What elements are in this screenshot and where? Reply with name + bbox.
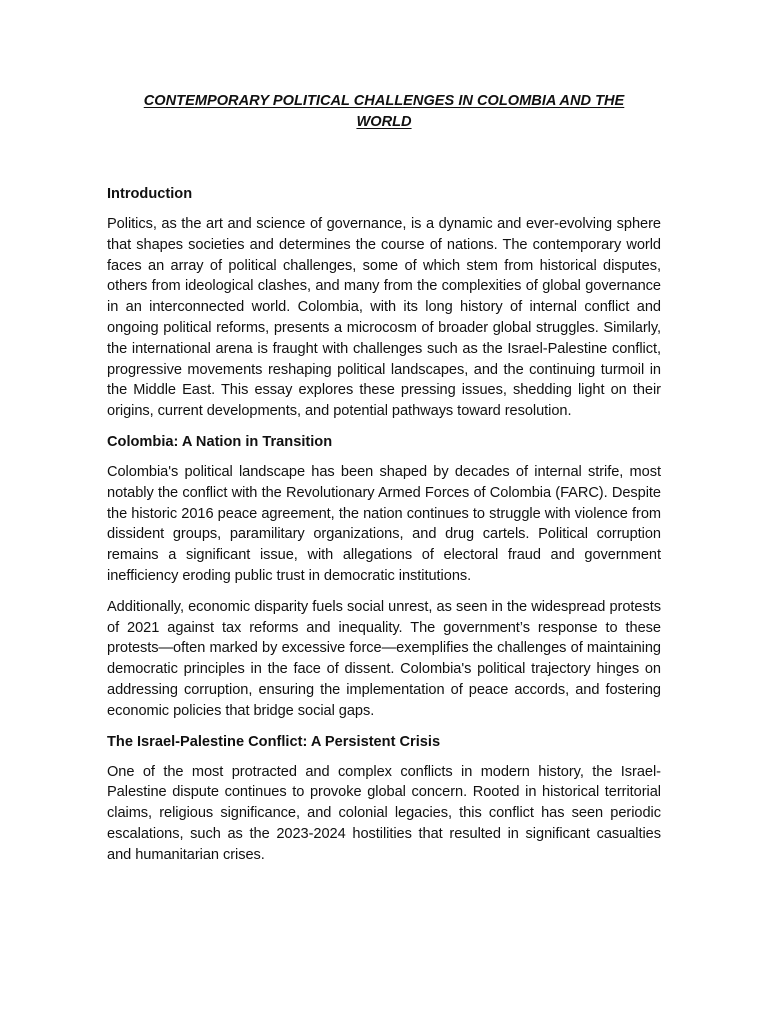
section-colombia	[107, 432, 661, 722]
section-heading-introduction: Introduction	[107, 186, 193, 202]
document-title: CONTEMPORARY POLITICAL CHALLENGES IN COLOMBIA AND THE WORLD	[143, 93, 625, 130]
section-israel-palestine	[107, 732, 661, 866]
paragraph-introduction: Politics, as the art and science of governance, is a dynamic and ever-evolving sphere that shapes societies and determines the course of nations. The contemporary world faces an array of political challenges, some of which stem from historical disputes, others from ideological clashes, and many from the complexities of global governance in an interconnected world. Colombia, with its long history of internal conflict and ongoing political reforms, presents a microcosm of broader global struggles. Similarly, the international arena is fraught with challenges such as the Israel-Palestine conflict, progressive movements reshaping political landscapes, and the continuing turmoil in the Middle East. This essay explores these pressing issues, shedding light on their origins, current developments, and potential pathways toward resolution.	[107, 216, 661, 420]
section-introduction	[107, 184, 661, 422]
section-heading-colombia: Colombia: A Nation in Transition	[107, 433, 333, 450]
paragraph-colombia-1: Colombia's political landscape has been shaped by decades of internal strife, most notably the conflict with the Revolutionary Armed Forces of Colombia (FARC). Despite the historic 2016 peace agreement, the nation continues to struggle with violence from dissident groups, paramilitary organizations, and drug cartels. Political corruption remains a significant issue, with allegations of electoral fraud and government inefficiency eroding public trust in democratic institutions.	[107, 463, 661, 584]
paragraph-colombia-2: Additionally, economic disparity fuels social unrest, as seen in the widespread protests of 2021 against tax reforms and inequality. The government’s response to these protests—often marked by excessive force—exemplifies the challenges of maintaining democratic principles in the face of dissent. Colombia's political trajectory hinges on addressing corruption, ensuring the implementation of peace accords, and fostering economic policies that bridge social gaps.	[107, 598, 661, 719]
document-page	[107, 91, 661, 876]
paragraph-israel-palestine: One of the most protracted and complex conflicts in modern history, the Israel-Palestine dispute continues to provoke global concern. Rooted in historical territorial claims, religious significance, and colonial legacies, this conflict has seen periodic escalations, such as the 2023-2024 hostilities that resulted in significant casualties and humanitarian crises.	[107, 763, 661, 863]
section-heading-israel-palestine: The Israel-Palestine Conflict: A Persistent Crisis	[107, 733, 441, 750]
